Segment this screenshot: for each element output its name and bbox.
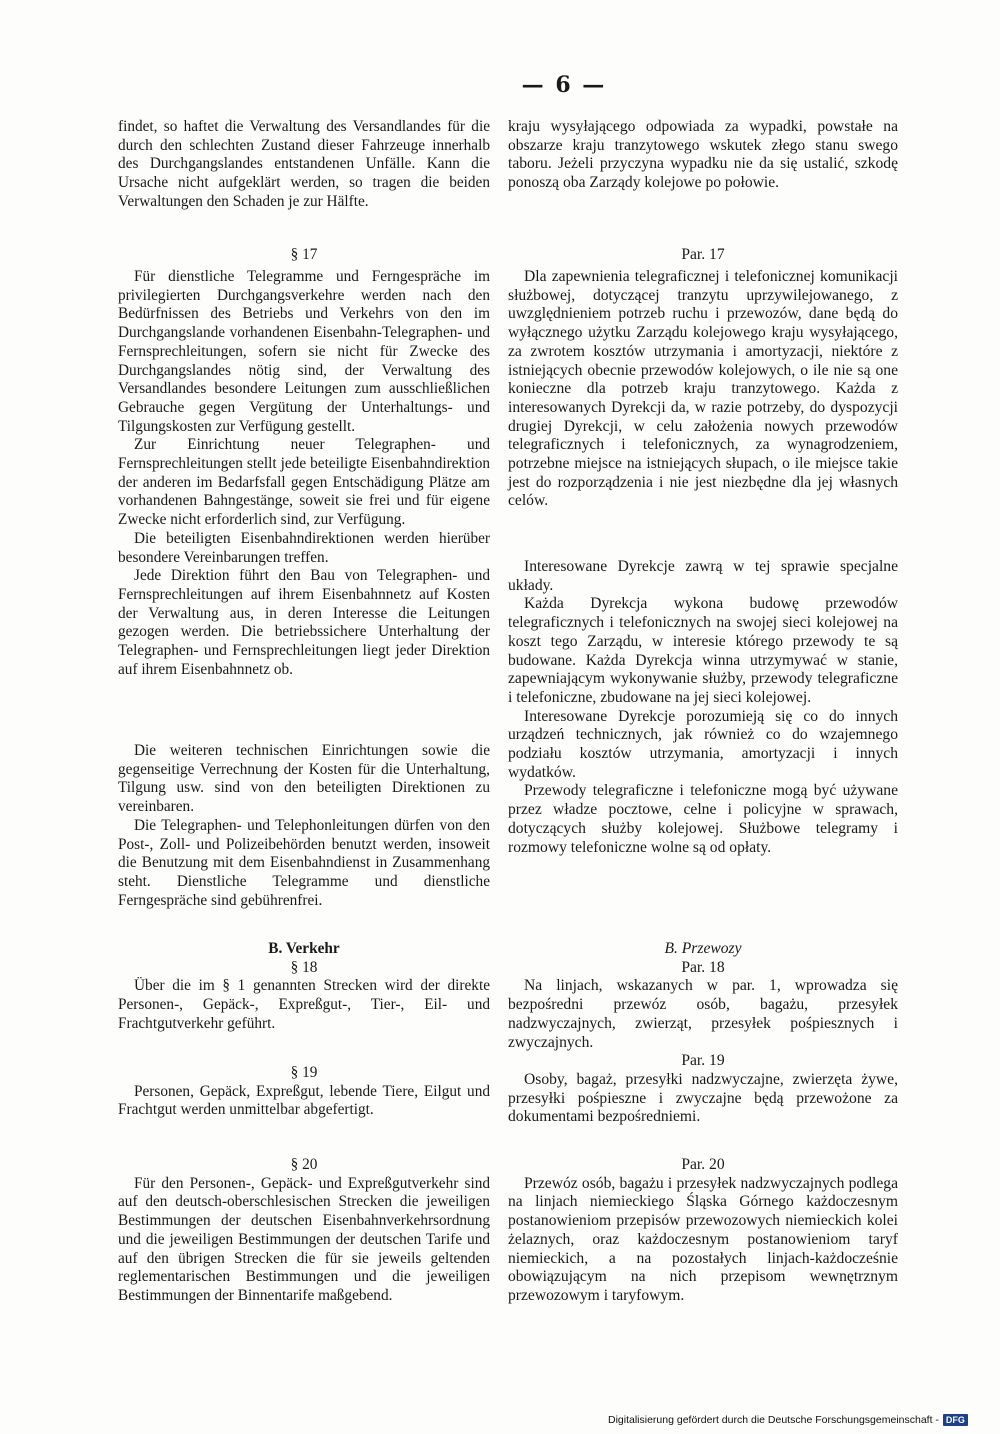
polish-p17-paragraph-2: Interesowane Dyrekcje zawrą w tej sprawie specjalne układy. (508, 558, 898, 594)
german-intro: findet, so haftet die Verwaltung des Versandlandes für die durch den schlechten Zustand dieser Fahrzeuge innerhalb des Durchgangslandes entstandenen Unfälle. Kann die Ursache nicht aufgeklärt werden, so tragen die beiden Verwaltungen den Schaden je zur Hälfte. (118, 118, 490, 210)
german-s20-paragraph: Für den Personen-, Gepäck- und Expreßgutverkehr sind auf den deutsch-oberschlesischen Strecken die jeweiligen Bestimmungen der deutschen Eisenbahnverkehrsordnung und die jeweiligen Bestimmungen der deutschen Tarife und auf den übrigen Strecken die für sie jeweils geltenden reglementarischen Bestimmungen und die jeweiligen Bestimmungen der Binnentarife maßgebend. (118, 1174, 490, 1304)
dfg-logo: DFG (943, 1414, 968, 1426)
digitization-footer (608, 1414, 968, 1426)
page-number: — 6 — (521, 72, 607, 98)
german-s17-paragraph-6: Die Telegraphen- und Telephonleitungen dürfen von den Post-, Zoll- und Polizeibehörden benutzt werden, insoweit die Benutzung mit dem Eisenbahndienst in Zusammenhang steht. Dienstliche Telegramme und dienstliche Ferngespräche sind gebührenfrei. (118, 816, 490, 909)
german-s17-paragraph-5: Die weiteren technischen Einrichtungen sowie die gegenseitige Verrechnung der Kosten für die Unterhaltung, Tilgung usw. sind von den beteiligten Direktionen zu vereinbaren. (118, 742, 490, 816)
footer-text: Digitalisierung gefördert durch die Deutsche Forschungsgemeinschaft - (608, 1414, 939, 1426)
polish-p19-paragraph: Osoby, bagaż, przesyłki nadzwyczajne, zwierzęta żywe, przesyłki pośpieszne i zwyczajne będą przewożone za dokumentami bezpośredniemi. (508, 1070, 898, 1126)
polish-p17-paragraph-5: Przewody telegraficzne i telefoniczne mogą być używane przez władze pocztowe, celne i policyjne w sprawach, dotyczących służby kolejowej. Służbowe telegramy i rozmowy telefoniczne wolne są od opłaty. (508, 782, 898, 856)
polish-p17-paragraph-4: Interesowane Dyrekcje porozumieją się co do innych urządzeń technicznych, jak również co do wzajemnego podziału kosztów utrzymania, amortyzacji i innych wydatków. (508, 707, 898, 781)
polish-p18-paragraph: Na linjach, wskazanych w par. 1, wprowadza się bezpośredni przewóz osób, bagażu, przesyłek nadzwyczajnych, zwierząt, przesyłek pośpiesznych i zwyczajnych. (508, 977, 898, 1051)
german-s17-paragraph-4: Jede Direktion führt den Bau von Telegraphen- und Fernsprechleitungen auf ihrem Eisenbahnnetz auf Kosten der Verwaltung aus, in deren Interesse die Leitungen gezogen werden. Die betriebssichere Unterhaltung der Telegraphen- und Fernsprechleitungen liegt jeder Direktion auf ihrem Eisenbahnnetz ob. (118, 567, 490, 678)
german-s18-paragraph: Über die im § 1 genannten Strecken wird der direkte Personen-, Gepäck-, Expreßgut-, Tier-, Eil- und Frachtgutverkehr geführt. (118, 977, 490, 1032)
german-s19-paragraph: Personen, Gepäck, Expreßgut, lebende Tiere, Eilgut und Frachtgut werden unmittelbar abgefertigt. (118, 1082, 490, 1119)
polish-p17-paragraph-1: Dla zapewnienia telegraficznej i telefonicznej komunikacji służbowej, dotyczącej tranzytu uprzywilejowanego, z uwzględnieniem potrzeb ruchu i przewozów, dane będą do wyłącznego użytku Zarządu kolejowego kraju wysyłającego, za zwrotem kosztów utrzymania i amortyzacji, niektóre z istniejących obecnie przewodów kolejowych, o ile nie są one konieczne dla potrzeb kraju tranzytowego. Każda z interesowanych Dyrekcji da, w razie potrzeby, do dyspozycji drugiej Dyrekcji, w celu założenia nowych przewodów telegraficznych i telefonicznych, za wynagrodzeniem, potrzebne miejsce na istniejących słupach, o ile miejsce takie jest do rozporządzenia i nie jest niezbędne dla jej własnych celów. (508, 268, 898, 510)
german-section-20-heading: § 20 (290, 1156, 318, 1173)
polish-par-19-heading: Par. 19 (681, 1052, 725, 1070)
german-section-18-heading: § 18 (290, 958, 318, 976)
polish-par-20-heading: Par. 20 (681, 1156, 725, 1173)
polish-intro: kraju wysyłającego odpowiada za wypadki, powstałe na obszarze kraju tranzytowego wskutek złego stanu swego taboru. Jeżeli przyczyna wypadku nie da się ustalić, szkodę ponoszą oba Zarządy kolejowe po połowie. (508, 118, 898, 192)
polish-par-17-heading: Par. 17 (681, 246, 725, 263)
polish-p20-paragraph: Przewóz osób, bagażu i przesyłek nadzwyczajnych podlega na linjach niemieckiego Śląska Górnego każdoczesnym postanowieniom przepisów przewozowych niemieckich kolei żelaznych, oraz każdoczesnym postanowieniom taryf niemieckich, a na pozostałych linjach-każdocześnie obowiązującym na nich przepisom wewnętrznym przewozowym i taryfowym. (508, 1174, 898, 1304)
german-section-19-heading: § 19 (290, 1064, 318, 1081)
german-section-b-heading: B. Verkehr (268, 940, 340, 957)
german-s17-paragraph-2: Zur Einrichtung neuer Telegraphen- und Fernsprechleitungen stellt jede beteiligte Eisenbahndirektion der anderen im Bedarfsfall gegen Entschädigung Plätze am vorhandenen Bahngestänge, soweit sie frei und für eigene Zwecke nicht erforderlich sind, zur Verfügung. (118, 436, 490, 529)
german-s17-paragraph-1: Für dienstliche Telegramme und Ferngespräche im privilegierten Durchgangsverkehre werden nach den Bedürfnissen des Betriebs und Verkehrs von den im Durchgangslande vorhandenen Eisenbahn-Telegraphen- und Fernsprechleitungen, sofern sie nicht für Zwecke des Durchgangslandes nötig sind, der Verwaltung des Versandlandes besondere Leitungen zum ausschließlichen Gebrauche gegen Vergütung der Unterhaltungs- und Tilgungskosten zur Verfügung gestellt. (118, 268, 490, 435)
polish-par-18-heading: Par. 18 (681, 958, 725, 976)
polish-p17-paragraph-3: Każda Dyrekcja wykona budowę przewodów telegraficznych i telefonicznych na swojej sieci kolejowej na koszt tego Zarządu, w interesie którego przewody te są budowane. Każda Dyrekcja winna utrzymywać w stanie, zapewniającym wykonywanie służby, przewody telegraficzne i telefoniczne, zbudowane na jej sieci kolejowej. (508, 595, 898, 706)
german-section-17-heading: § 17 (290, 246, 318, 263)
polish-section-b-heading: B. Przewozy (664, 940, 742, 957)
german-s17-paragraph-3: Die beteiligten Eisenbahndirektionen werden hierüber besondere Vereinbarungen treffen. (118, 529, 490, 566)
